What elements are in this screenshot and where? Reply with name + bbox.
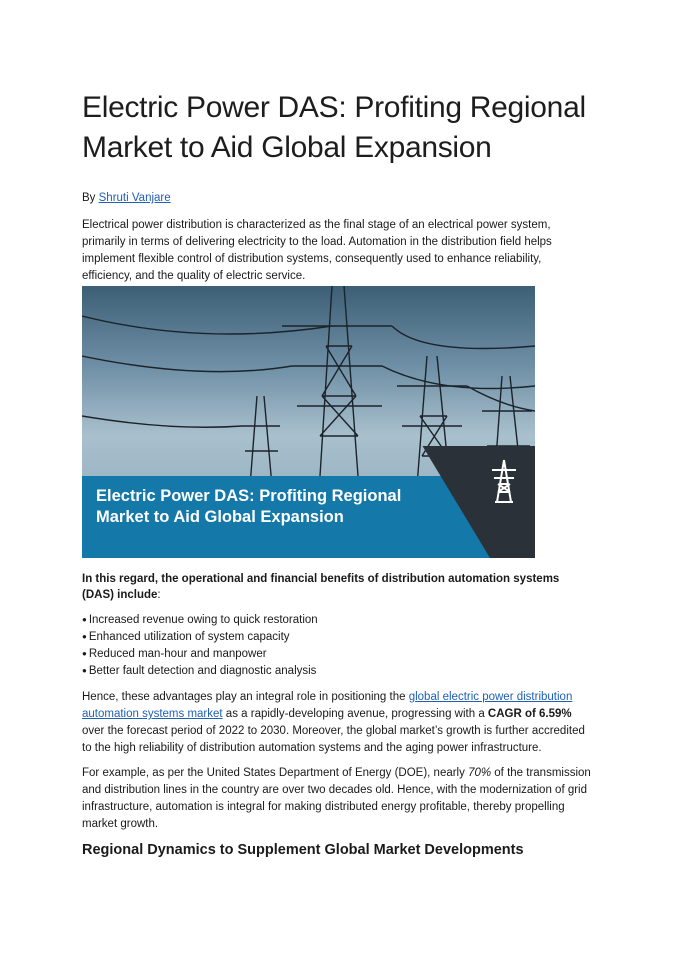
- list-item: ● Better fault detection and diagnostic analysis: [82, 663, 318, 680]
- byline-prefix: By: [82, 192, 99, 204]
- doe-paragraph-tail: of the transmission and distribution lines in the country are over two decades old. Hence, with the modernization of grid infrastructure, automation is integral for making distributed energy profitable, thereby propelling market growth.: [82, 767, 591, 830]
- hero-image: [82, 286, 535, 558]
- benefits-heading-text: In this regard, the operational and financial benefits of distribution automation systems (DAS) include: [82, 573, 560, 601]
- doe-paragraph: [82, 765, 594, 833]
- author-link[interactable]: Shruti Vanjare: [98, 192, 171, 204]
- transmission-tower-icon: [489, 458, 519, 504]
- list-item: ● Reduced man-hour and manpower: [82, 646, 318, 663]
- doe-percentage: 70%: [468, 767, 492, 779]
- section-heading: Regional Dynamics to Supplement Global Market Developments: [82, 842, 524, 858]
- market-paragraph-tail: over the forecast period of 2022 to 2030. Moreover, the global market’s growth is further accredited to the high reliability of distribution automation systems and the aging power infrastructure.: [82, 725, 585, 754]
- market-report-link[interactable]: global electric power distribution automation systems market: [82, 691, 573, 720]
- benefits-heading: [82, 571, 582, 603]
- market-paragraph: [82, 689, 594, 757]
- market-paragraph-lead: Hence, these advantages play an integral role in positioning the: [82, 691, 409, 703]
- article-title: Electric Power DAS: Profiting Regional Market to Aid Global Expansion: [82, 91, 586, 164]
- list-item: ● Enhanced utilization of system capacity: [82, 629, 318, 646]
- intro-paragraph: Electrical power distribution is characterized as the final stage of an electrical power system, primarily in terms of delivering electricity to the load. Automation in the distribution field helps implement flexible control of distribution systems, consequently used to enhance reliability, efficiency, and the quality of electric service.: [82, 219, 552, 282]
- hero-banner-text: Electric Power DAS: Profiting Regional Market to Aid Global Expansion: [96, 487, 402, 526]
- benefits-list: [82, 612, 318, 680]
- list-item: ● Increased revenue owing to quick restoration: [82, 612, 318, 629]
- byline: [82, 192, 171, 204]
- market-paragraph-mid: as a rapidly-developing avenue, progressing with a: [222, 708, 488, 720]
- cagr-value: CAGR of 6.59%: [487, 708, 572, 720]
- doe-paragraph-lead: For example, as per the United States Department of Energy (DOE), nearly: [82, 767, 469, 779]
- benefits-heading-colon: :: [157, 589, 161, 601]
